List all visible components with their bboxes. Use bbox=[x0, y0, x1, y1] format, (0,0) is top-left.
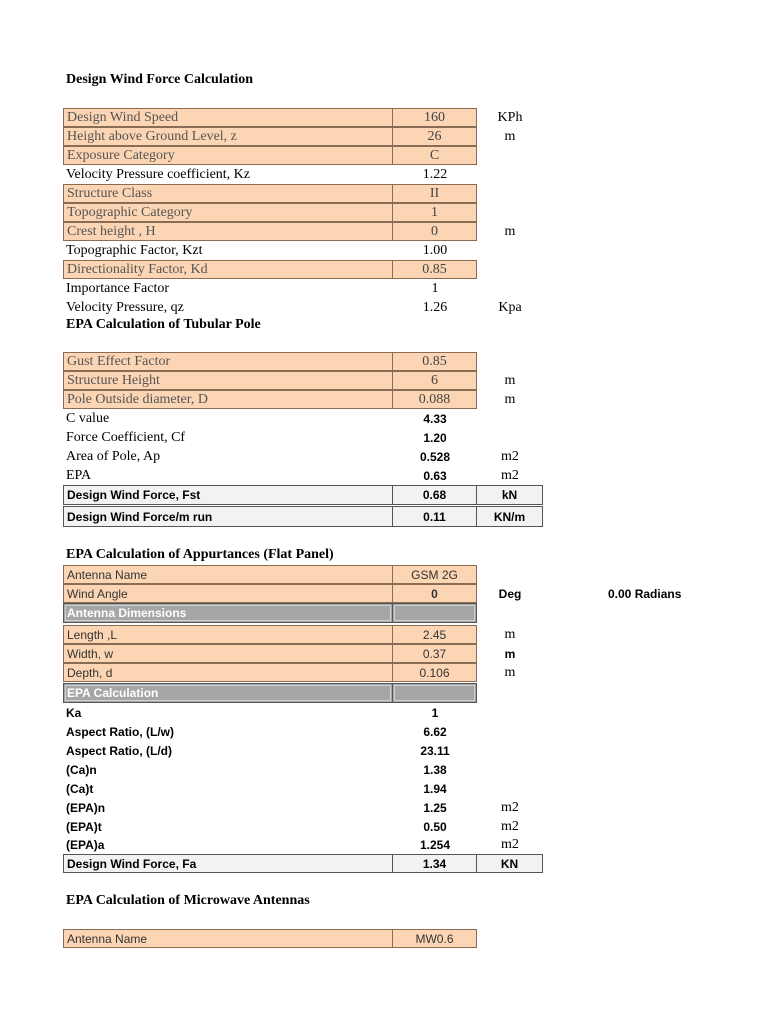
row-unit: m2 bbox=[501, 448, 519, 464]
row-value: 0.50 bbox=[423, 819, 447, 834]
section-title-design-wind: Design Wind Force Calculation bbox=[66, 72, 254, 87]
row-design-wind-force-fa bbox=[0, 854, 768, 873]
row-unit: m bbox=[504, 664, 516, 680]
row-unit bbox=[480, 165, 540, 184]
row-value: 1.26 bbox=[422, 299, 448, 315]
row-area-of-pole bbox=[0, 447, 768, 466]
row-design-wind-speed bbox=[0, 108, 768, 127]
row-label: Topographic Category bbox=[63, 203, 393, 222]
row-label: Aspect Ratio, (L/w) bbox=[66, 724, 175, 739]
row-microwave-antenna-name bbox=[0, 929, 768, 948]
row-value[interactable]: 160 bbox=[393, 108, 477, 127]
row-label: Antenna Name bbox=[63, 929, 393, 948]
row-value[interactable]: 6 bbox=[393, 371, 477, 390]
row-unit: m2 bbox=[501, 837, 519, 852]
row-label: (EPA)n bbox=[66, 800, 106, 815]
row-label: Gust Effect Factor bbox=[63, 352, 393, 371]
row-exposure-category bbox=[0, 146, 768, 165]
row-label: Force Coefficient, Cf bbox=[66, 429, 186, 445]
row-label: EPA Calculation bbox=[63, 683, 393, 703]
row-unit bbox=[480, 779, 540, 798]
row-unit: Kpa bbox=[498, 299, 522, 315]
row-value[interactable]: 0 bbox=[393, 584, 477, 603]
row-label: Topographic Factor, Kzt bbox=[66, 242, 203, 258]
row-epa-a bbox=[0, 836, 768, 854]
row-unit bbox=[480, 428, 540, 447]
row-value: 1.38 bbox=[423, 762, 447, 777]
row-unit: m bbox=[504, 372, 516, 388]
row-pole-outside-diameter bbox=[0, 390, 768, 409]
row-ca-n bbox=[0, 760, 768, 779]
row-label: Length ,L bbox=[63, 625, 393, 644]
row-label: Design Wind Force/m run bbox=[63, 506, 393, 527]
row-label: C value bbox=[66, 410, 110, 426]
row-unit bbox=[480, 409, 540, 428]
row-epa bbox=[0, 466, 768, 485]
row-label: Importance Factor bbox=[66, 280, 170, 296]
row-value: 1.25 bbox=[423, 800, 447, 815]
row-value: 1 bbox=[431, 706, 439, 720]
row-label: Ka bbox=[66, 706, 82, 720]
row-value: 0.63 bbox=[423, 468, 447, 483]
row-unit bbox=[480, 203, 540, 222]
row-unit: kN bbox=[477, 485, 543, 505]
row-label: Crest height , H bbox=[63, 222, 393, 241]
row-unit: KN bbox=[477, 854, 543, 873]
row-design-wind-force-fst bbox=[0, 485, 768, 505]
row-value[interactable]: 2.45 bbox=[393, 625, 477, 644]
row-aspect-ratio-lw bbox=[0, 722, 768, 741]
row-directionality-factor bbox=[0, 260, 768, 279]
section-title-epa-pole: EPA Calculation of Tubular Pole bbox=[66, 317, 261, 332]
row-label: Velocity Pressure coefficient, Kz bbox=[66, 166, 251, 182]
row-unit bbox=[480, 260, 540, 279]
row-label: Design Wind Force, Fst bbox=[63, 485, 393, 505]
row-label: Pole Outside diameter, D bbox=[63, 390, 393, 409]
row-label: Velocity Pressure, qz bbox=[66, 299, 184, 315]
row-velocity-pressure bbox=[0, 298, 768, 317]
row-label: Antenna Dimensions bbox=[63, 603, 393, 623]
row-value[interactable]: MW0.6 bbox=[393, 929, 477, 948]
row-ka bbox=[0, 704, 768, 722]
row-aspect-ratio-ld bbox=[0, 741, 768, 760]
row-value: 1.22 bbox=[422, 166, 448, 182]
row-label: Exposure Category bbox=[63, 146, 393, 165]
row-unit bbox=[480, 241, 540, 260]
row-width bbox=[0, 644, 768, 663]
row-design-wind-force-per-m bbox=[0, 506, 768, 527]
row-value[interactable]: 0.088 bbox=[393, 390, 477, 409]
row-value: 4.33 bbox=[423, 411, 447, 426]
row-unit bbox=[480, 704, 540, 722]
row-label: Depth, d bbox=[63, 663, 393, 682]
row-unit bbox=[480, 565, 540, 584]
row-unit: KPh bbox=[497, 109, 523, 125]
row-value[interactable]: 0.85 bbox=[393, 352, 477, 371]
row-height-above-ground bbox=[0, 127, 768, 146]
row-unit: m2 bbox=[501, 467, 519, 483]
row-force-coefficient bbox=[0, 428, 768, 447]
row-label: (Ca)n bbox=[66, 762, 97, 777]
row-label: Aspect Ratio, (L/d) bbox=[66, 743, 173, 758]
row-label: Height above Ground Level, z bbox=[63, 127, 393, 146]
row-value[interactable]: C bbox=[393, 146, 477, 165]
row-unit bbox=[480, 741, 540, 760]
row-value[interactable]: 0 bbox=[393, 222, 477, 241]
row-label: Design Wind Force, Fa bbox=[63, 854, 393, 873]
row-label: EPA bbox=[66, 467, 92, 483]
row-label: Design Wind Speed bbox=[63, 108, 393, 127]
row-unit bbox=[480, 760, 540, 779]
row-value[interactable]: 0.37 bbox=[393, 644, 477, 663]
row-label: Area of Pole, Ap bbox=[66, 448, 161, 464]
row-label: Antenna Name bbox=[63, 565, 393, 584]
row-topographic-category bbox=[0, 203, 768, 222]
row-unit: m bbox=[504, 223, 516, 239]
row-value bbox=[393, 683, 477, 703]
row-unit bbox=[480, 722, 540, 741]
row-c-value bbox=[0, 409, 768, 428]
row-depth bbox=[0, 663, 768, 682]
row-unit: m bbox=[504, 646, 516, 661]
row-ca-t bbox=[0, 779, 768, 798]
row-structure-height bbox=[0, 371, 768, 390]
row-unit: m bbox=[504, 391, 516, 407]
row-topographic-factor bbox=[0, 241, 768, 260]
row-value[interactable]: 1 bbox=[393, 203, 477, 222]
row-value[interactable]: GSM 2G bbox=[393, 565, 477, 584]
row-label: Structure Height bbox=[63, 371, 393, 390]
radians-readout: 0.00 Radians bbox=[608, 586, 682, 601]
row-value[interactable]: 0.106 bbox=[393, 663, 477, 682]
row-gust-effect-factor bbox=[0, 352, 768, 371]
row-unit: m2 bbox=[501, 818, 519, 834]
row-unit bbox=[480, 184, 540, 203]
row-value: 0.68 bbox=[393, 485, 477, 505]
row-velocity-pressure-coefficient bbox=[0, 165, 768, 184]
row-value[interactable]: 0.85 bbox=[393, 260, 477, 279]
row-antenna-name bbox=[0, 565, 768, 584]
row-unit: Deg bbox=[498, 586, 522, 601]
row-importance-factor bbox=[0, 279, 768, 298]
row-crest-height bbox=[0, 222, 768, 241]
section-title-epa-microwave: EPA Calculation of Microwave Antennas bbox=[66, 893, 310, 908]
row-label: Structure Class bbox=[63, 184, 393, 203]
row-epa-t bbox=[0, 817, 768, 836]
row-value: 1.94 bbox=[423, 781, 447, 796]
row-value[interactable]: 26 bbox=[393, 127, 477, 146]
row-unit bbox=[480, 146, 540, 165]
row-value bbox=[393, 603, 477, 623]
row-label: (EPA)t bbox=[66, 819, 102, 834]
section-header-antenna-dimensions bbox=[0, 603, 768, 623]
row-unit bbox=[480, 352, 540, 371]
row-label: Width, w bbox=[63, 644, 393, 663]
row-value[interactable]: II bbox=[393, 184, 477, 203]
row-value: 1.00 bbox=[422, 242, 448, 258]
row-label: Directionality Factor, Kd bbox=[63, 260, 393, 279]
row-epa-n bbox=[0, 798, 768, 817]
row-value: 1.254 bbox=[419, 838, 451, 852]
row-label: Wind Angle bbox=[63, 584, 393, 603]
row-value: 0.528 bbox=[419, 449, 451, 464]
row-unit: m bbox=[504, 626, 516, 642]
row-value: 1 bbox=[431, 280, 439, 296]
row-label: (Ca)t bbox=[66, 781, 94, 796]
row-value: 1.34 bbox=[393, 854, 477, 873]
row-value: 0.11 bbox=[393, 506, 477, 527]
row-unit bbox=[480, 279, 540, 298]
row-unit: KN/m bbox=[477, 506, 543, 527]
row-unit: m2 bbox=[501, 799, 519, 815]
row-value: 23.11 bbox=[420, 743, 450, 758]
section-header-epa-calculation bbox=[0, 683, 768, 703]
row-unit: m bbox=[504, 128, 516, 144]
row-label: (EPA)a bbox=[66, 838, 105, 852]
row-value: 1.20 bbox=[423, 430, 447, 445]
section-title-epa-appurtances: EPA Calculation of Appurtances (Flat Panel) bbox=[66, 547, 334, 562]
row-structure-class bbox=[0, 184, 768, 203]
row-wind-angle bbox=[0, 584, 768, 603]
row-length bbox=[0, 625, 768, 644]
row-value: 6.62 bbox=[423, 724, 447, 739]
